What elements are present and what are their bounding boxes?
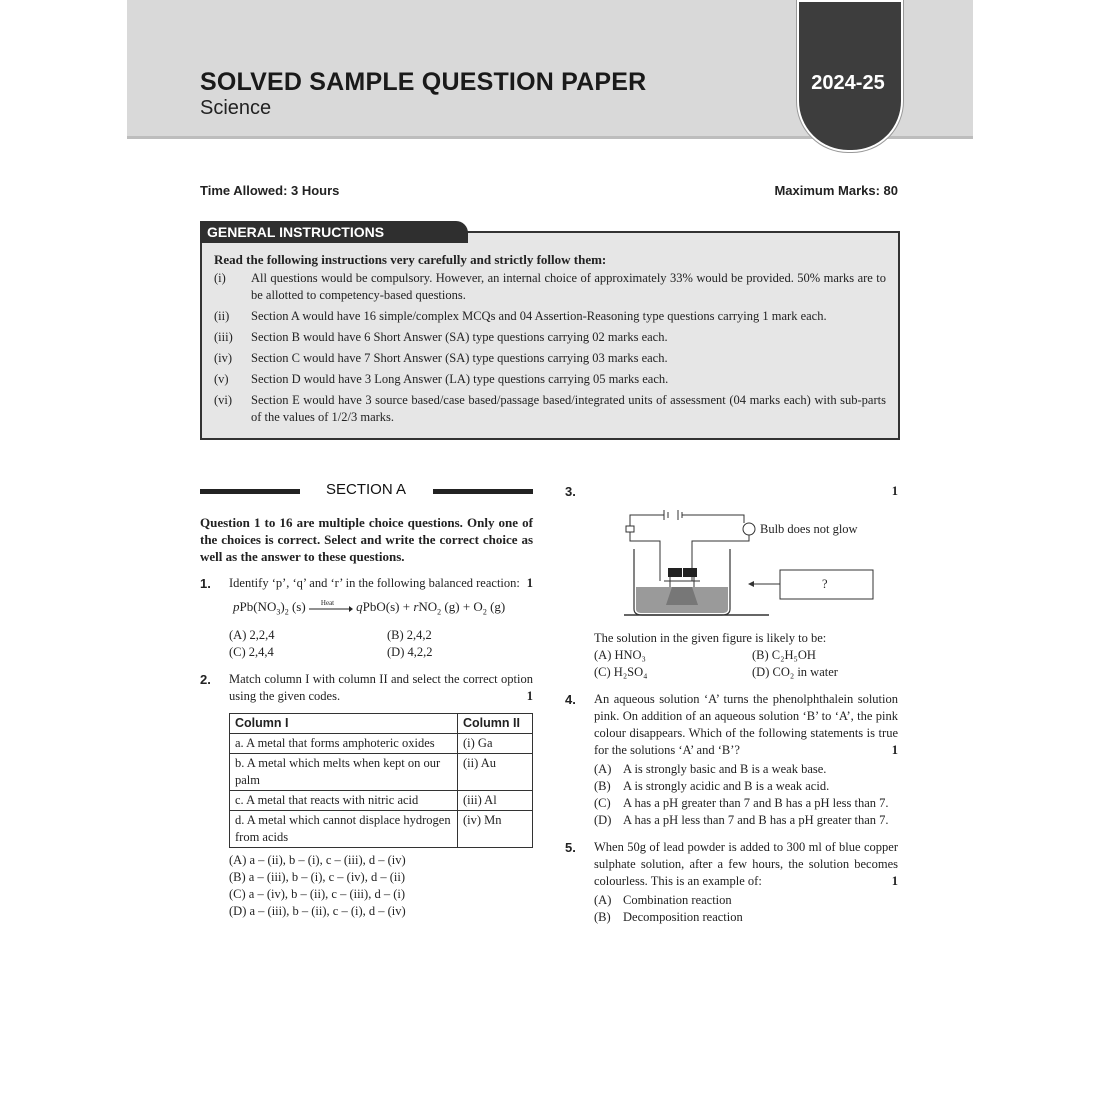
table-row: [230, 733, 533, 753]
question-marks: 1: [891, 484, 898, 498]
heat-label: Heat: [320, 599, 335, 608]
question-2: [200, 671, 533, 920]
options-grid: [594, 647, 898, 681]
time-allowed: Time Allowed: 3 Hours: [200, 183, 340, 198]
question-number: 5.: [565, 840, 576, 855]
option-b: (B) 2,4,2: [387, 627, 432, 642]
question-marks: 1: [526, 576, 533, 590]
option-key: (C): [594, 796, 611, 810]
maximum-marks: Maximum Marks: 80: [774, 183, 898, 198]
option-a: [594, 761, 898, 778]
question-text: Identify ‘p’, ‘q’ and ‘r’ in the following balanced reaction:: [229, 576, 520, 590]
instruction-text: Section B would have 6 Short Answer (SA) type questions carrying 02 marks each.: [251, 330, 668, 344]
circuit-diagram: [594, 483, 894, 618]
options-list: [594, 892, 898, 926]
question-marks: 1: [526, 688, 533, 703]
section-rule-right: [433, 489, 533, 494]
question-text: Match column I with column II and select the correct option using the given codes.: [229, 671, 533, 703]
question-marks: 1: [891, 874, 898, 888]
year-label: 2024-25: [811, 72, 885, 94]
instruction-num: (v): [214, 372, 229, 386]
instruction-item: [214, 329, 886, 346]
option-a: (A) a – (ii), b – (i), c – (iii), d – (iv): [229, 852, 406, 867]
general-instructions-heading: GENERAL INSTRUCTIONS: [200, 221, 468, 243]
subject-title: Science: [200, 97, 272, 119]
instruction-num: (ii): [214, 309, 230, 323]
instructions-lead: Read the following instructions very carefully and strictly follow them:: [214, 252, 607, 267]
option-d: (D) a – (iii), b – (ii), c – (i), d – (iv): [229, 903, 406, 918]
option-a: (A) HNO₃: [594, 648, 646, 662]
paper-title: SOLVED SAMPLE QUESTION PAPER: [200, 68, 647, 96]
instruction-text: Section C would have 7 Short Answer (SA) type questions carrying 03 marks each.: [251, 351, 668, 365]
option-c: (C) 2,4,4: [229, 644, 274, 659]
instruction-num: (iv): [214, 351, 233, 365]
question-5: [565, 839, 898, 926]
options-grid: [229, 627, 533, 661]
option-a: (A) 2,2,4: [229, 627, 275, 642]
options-list: [594, 761, 898, 829]
option-text: A has a pH less than 7 and B has a pH greater than 7.: [623, 813, 889, 827]
section-a-label: SECTION A: [326, 481, 407, 498]
column-ii-header: Column II: [458, 713, 533, 733]
instructions-list: [214, 270, 886, 430]
instruction-item: [214, 270, 886, 304]
option-text: Combination reaction: [623, 893, 732, 907]
column-i-cell: d. A metal which cannot displace hydrogen from acids: [230, 810, 458, 847]
question-number: 4.: [565, 692, 576, 707]
table-row: [230, 790, 533, 810]
question-3: [565, 483, 898, 681]
column-i-cell: a. A metal that forms amphoteric oxides: [230, 733, 458, 753]
question-text: When 50g of lead powder is added to 300 ml of blue copper sulphate solution, after a few hours, the solution becomes colourless. This is an example of:: [594, 840, 898, 888]
question-number: 3.: [565, 484, 576, 499]
table-row: [230, 810, 533, 847]
option-text: A has a pH greater than 7 and B has a pH less than 7.: [623, 796, 889, 810]
unknown-solution-label: ?: [822, 577, 828, 591]
column-ii-cell: (i) Ga: [458, 733, 533, 753]
option-key: (B): [594, 779, 611, 793]
instruction-text: Section A would have 16 simple/complex MCQs and 04 Assertion-Reasoning type questions carrying 1 mark each.: [251, 309, 827, 323]
section-a-heading: [200, 480, 533, 500]
question-4: [565, 691, 898, 829]
instruction-item: [214, 371, 886, 388]
instruction-num: (i): [214, 271, 226, 285]
circuit-figure: [594, 483, 898, 618]
option-c: (C) a – (iv), b – (ii), c – (iii), d – (i): [229, 886, 405, 901]
instruction-item: [214, 308, 886, 325]
question-text: An aqueous solution ‘A’ turns the phenolphthalein solution pink. On addition of an aqueous solution ‘B’ to ‘A’, the pink colour disappears. Which of the following statements is true for the solutions ‘A’ and ‘B’?: [594, 692, 898, 757]
match-table: [229, 713, 533, 848]
option-key: (A): [594, 762, 612, 776]
option-d: [594, 812, 898, 829]
question-text: The solution in the given figure is likely to be:: [594, 631, 827, 645]
option-text: A is strongly acidic and B is a weak acid.: [623, 779, 830, 793]
table-row: [230, 753, 533, 790]
option-b: (B) a – (iii), b – (i), c – (iv), d – (ii): [229, 869, 405, 884]
option-b: [594, 909, 898, 926]
column-ii-cell: (iii) Al: [458, 790, 533, 810]
instruction-num: (vi): [214, 393, 233, 407]
right-column: [565, 480, 898, 926]
left-column: [200, 480, 533, 920]
column-ii-cell: (iv) Mn: [458, 810, 533, 847]
option-b: (B) C₂H₅OH: [752, 648, 816, 662]
section-a-intro: Question 1 to 16 are multiple choice questions. Only one of the choices is correct. Select and write the correct choice as well as the answer to these questions.: [200, 515, 533, 564]
option-d: (D) CO₂ in water: [752, 665, 838, 679]
options-list: [229, 852, 533, 920]
bulb-label: Bulb does not glow: [760, 522, 858, 536]
option-key: (D): [594, 813, 612, 827]
instruction-text: Section D would have 3 Long Answer (LA) type questions carrying 05 marks each.: [251, 372, 669, 386]
option-b: [594, 778, 898, 795]
instruction-text: All questions would be compulsory. However, an internal choice of approximately 33% would be provided. 50% marks are to be allotted to competency-based questions.: [251, 271, 886, 302]
instruction-text: Section E would have 3 source based/case based/passage based/integrated units of assessment (04 marks each) with sub-parts of the values of 1/2/3 marks.: [251, 393, 886, 424]
heat-arrow: [309, 599, 353, 613]
option-d: (D) 4,2,2: [387, 644, 433, 659]
option-text: Decomposition reaction: [623, 910, 743, 924]
option-c: [594, 795, 898, 812]
column-i-header: Column I: [230, 713, 458, 733]
question-number: 2.: [200, 671, 211, 687]
instruction-num: (iii): [214, 330, 233, 344]
option-text: A is strongly basic and B is a weak base.: [623, 762, 827, 776]
option-key: (B): [594, 910, 611, 924]
reaction-equation: $pPb(NO_3)_2$ (s) Heat qPbO(s) + rNO$_2$ $(g) + O_2$ (g): [233, 598, 533, 621]
column-i-cell: b. A metal which melts when kept on our palm: [230, 753, 458, 790]
option-c: (C) H₂SO₄: [594, 665, 648, 679]
question-number: 1.: [200, 576, 211, 591]
section-rule-left: [200, 489, 300, 494]
option-key: (A): [594, 893, 612, 907]
column-i-cell: c. A metal that reacts with nitric acid: [230, 790, 458, 810]
instruction-item: [214, 350, 886, 367]
instruction-item: [214, 392, 886, 426]
option-a: [594, 892, 898, 909]
column-ii-cell: (ii) Au: [458, 753, 533, 790]
question-1: [200, 575, 533, 661]
question-marks: 1: [891, 743, 898, 757]
